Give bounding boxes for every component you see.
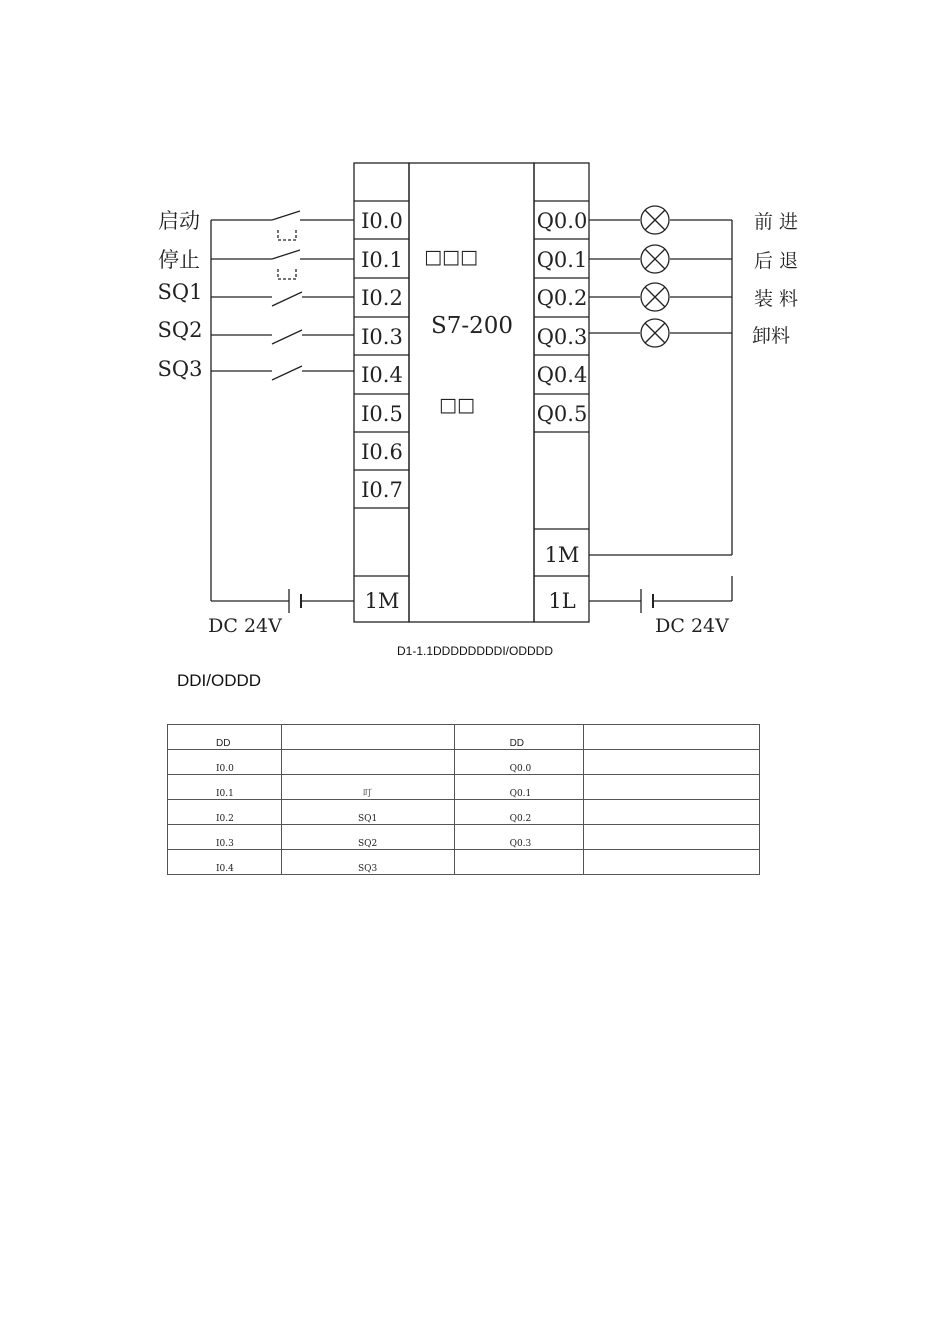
output-wires xyxy=(589,220,732,601)
input-common-label: 1M xyxy=(364,589,400,613)
input-terminal-label: I0.0 xyxy=(361,209,403,233)
table-cell: Q0.2 xyxy=(454,800,584,825)
output-common-l-label: 1L xyxy=(548,589,576,613)
lamp-icon xyxy=(641,319,669,347)
plc-label-top: □□□ xyxy=(424,246,478,268)
output-common-m-label: 1M xyxy=(544,543,580,567)
input-device-label: SQ1 xyxy=(157,280,203,304)
input-terminal-label: I0.6 xyxy=(361,440,403,464)
dc-supply-right-label: DC 24V xyxy=(655,615,729,637)
io-assignment-table xyxy=(167,724,760,875)
lamp-icon xyxy=(641,245,669,273)
table-row xyxy=(168,800,760,825)
table-row xyxy=(168,825,760,850)
table-cell xyxy=(584,750,760,775)
input-device-label: 启动 xyxy=(158,209,200,233)
table-cell: I0.0 xyxy=(168,750,282,775)
table-cell: Q0.3 xyxy=(454,825,584,850)
table-cell xyxy=(281,750,454,775)
table-header-cell xyxy=(584,725,760,750)
input-wires xyxy=(211,211,354,601)
plc-wiring-diagram xyxy=(0,0,950,640)
output-terminal-label: Q0.0 xyxy=(536,209,588,233)
table-cell: Q0.1 xyxy=(454,775,584,800)
plc-model: S7-200 xyxy=(430,313,514,339)
table-cell: I0.3 xyxy=(168,825,282,850)
output-load-label: 卸料 xyxy=(751,325,791,347)
table-cell xyxy=(584,825,760,850)
table-cell: I0.4 xyxy=(168,850,282,875)
lamp-icon xyxy=(641,206,669,234)
table-header-cell xyxy=(281,725,454,750)
input-terminal-label: I0.4 xyxy=(361,363,403,387)
table-row xyxy=(168,750,760,775)
section-title: DDI/ODDD xyxy=(177,671,262,690)
input-terminal-label: I0.3 xyxy=(361,325,403,349)
input-terminal-label: I0.2 xyxy=(361,286,403,310)
table-cell: Q0.0 xyxy=(454,750,584,775)
output-terminal-label: Q0.1 xyxy=(536,248,588,272)
lamp-icon xyxy=(641,283,669,311)
table-row xyxy=(168,850,760,875)
table-cell xyxy=(584,850,760,875)
table-cell: I0.1 xyxy=(168,775,282,800)
table-header-cell: DD xyxy=(454,725,584,750)
plc-label-bottom: □□ xyxy=(439,394,475,416)
table-cell: I0.2 xyxy=(168,800,282,825)
dc-supply-right-symbol xyxy=(641,589,653,613)
input-terminal-label: I0.5 xyxy=(361,402,403,426)
table-cell: SQ3 xyxy=(281,850,454,875)
input-device-label: SQ2 xyxy=(157,318,203,342)
output-load-label: 后 退 xyxy=(753,250,799,272)
output-terminal-label: Q0.2 xyxy=(536,286,588,310)
dc-supply-left-symbol xyxy=(289,589,301,613)
table-cell: SQ2 xyxy=(281,825,454,850)
table-cell xyxy=(584,800,760,825)
output-terminal-label: Q0.4 xyxy=(536,363,588,387)
table-cell: 叮 xyxy=(281,775,454,800)
plc-center-block xyxy=(409,163,534,622)
table-cell xyxy=(584,775,760,800)
input-terminal-label: I0.7 xyxy=(361,478,403,502)
output-load-label: 前 进 xyxy=(753,211,799,233)
output-terminal-label: Q0.3 xyxy=(536,325,588,349)
input-device-label: SQ3 xyxy=(157,357,203,381)
figure-caption: D1-1.1DDDDDDDDI/ODDDD xyxy=(396,644,553,658)
table-cell xyxy=(454,850,584,875)
output-load-label: 装 料 xyxy=(753,288,799,310)
table-row xyxy=(168,775,760,800)
table-cell: SQ1 xyxy=(281,800,454,825)
dc-supply-left-label: DC 24V xyxy=(208,615,282,637)
input-device-label: 停止 xyxy=(158,248,200,272)
input-terminal-label: I0.1 xyxy=(361,248,403,272)
table-header-cell: DD xyxy=(168,725,282,750)
output-terminal-label: Q0.5 xyxy=(536,402,588,426)
table-header-row xyxy=(168,725,760,750)
